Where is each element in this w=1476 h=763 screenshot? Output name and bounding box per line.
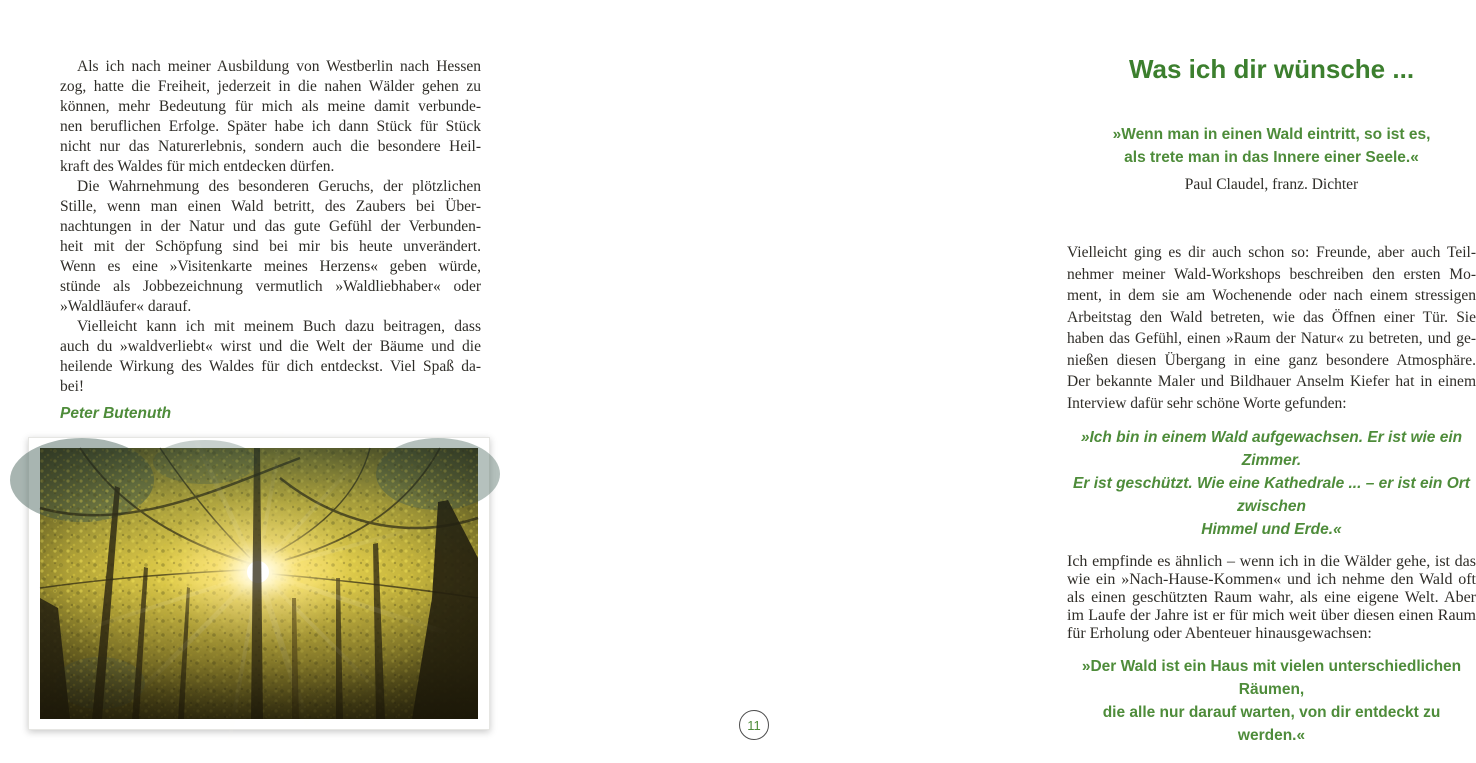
body-paragraph: Als ich nach meiner Ausbildung von Westberlin nach Hessen zog, hatte die Freiheit, jederzeit in die nahen Wälder gehen zu können, mehr Bedeutung für mich als meine damit verbunde- nen beruflichen Erfolge. Später habe ich dann Stück für Stück nicht nur das Naturerlebnis, sondern auch die besondere Heil- kraft des Waldes für mich entdecken dürfen. bbox=[60, 58, 481, 175]
pull-quote-kiefer: »Ich bin in einem Wald aufgewachsen. Er ist wie ein Zimmer. Er ist geschützt. Wie eine Kathedrale ... – er ist ein Ort zwischen Himmel und Erde.« bbox=[1073, 429, 1470, 538]
right-text-column bbox=[1067, 53, 1476, 759]
left-text-column bbox=[60, 57, 481, 424]
forest-photo bbox=[40, 448, 478, 719]
page-number-badge bbox=[739, 710, 769, 740]
body-paragraph: Vielleicht ging es dir auch schon so: Freunde, aber auch Teil- nehmer meiner Wald-Workshops beschreiben den ersten Mo- ment, in dem sie am Wochenende oder nach einem stressigen Arbeitstag den Wald betreten, wie das Öffnen einer Tür. Sie haben das Gefühl, einen »Raum der Natur« zu betreten, und ge- nießen diesen Übergang in eine ganz besondere Atmosphäre. Der bekannte Maler und Bildhauer Anselm Kiefer hat in einem Interview dafür sehr schöne Worte gefunden: bbox=[1067, 244, 1476, 412]
left-page bbox=[0, 0, 510, 763]
page-number: 11 bbox=[747, 717, 761, 733]
body-paragraph: Die Wahrnehmung des besonderen Geruchs, der plötzlichen Stille, wenn man einen Wald betritt, des Zaubers bei Über- nachtungen in der Natur und das gute Gefühl der Verbunden- heit mit der Schöpfung sind bei mir bis heute unverändert. Wenn es eine »Visitenkarte meines Herzens« geben würde, stünde als Jobbezeichnung vermutlich »Waldliebhaber« oder »Waldläufer« darauf. bbox=[60, 178, 481, 315]
pull-quote-wald-haus: »Der Wald ist ein Haus mit vielen unterschiedlichen Räumen, die alle nur darauf warten, von dir entdeckt zu werden.« bbox=[1081, 658, 1462, 744]
photo-frame bbox=[28, 437, 490, 730]
epigraph-quote: »Wenn man in einen Wald eintritt, so ist es, als trete man in das Innere einer Seele.« bbox=[1112, 126, 1431, 166]
right-page bbox=[510, 0, 1476, 763]
quote-attribution: Paul Claudel, franz. Dichter bbox=[1184, 176, 1359, 193]
chapter-title: Was ich dir wünsche ... bbox=[1128, 54, 1415, 84]
author-signature: Peter Butenuth bbox=[60, 405, 172, 422]
body-paragraph: Vielleicht kann ich mit meinem Buch dazu beitragen, dass auch du »waldverliebt« wirst und die Welt der Bäume und die heilende Wirkung des Waldes für dich entdeckst. Viel Spaß da- bei! bbox=[60, 318, 481, 395]
body-paragraph: Ich empfinde es ähnlich – wenn ich in die Wälder gehe, ist das wie ein »Nach-Hause-Kommen« und ich nehme den Wald oft als einen geschützten Raum wahr, als eine eigene Welt. Aber im Laufe der Jahre ist er für mich weit über diesen einen Raum für Erholung oder Abenteuer hinausgewachsen: bbox=[1067, 553, 1476, 642]
